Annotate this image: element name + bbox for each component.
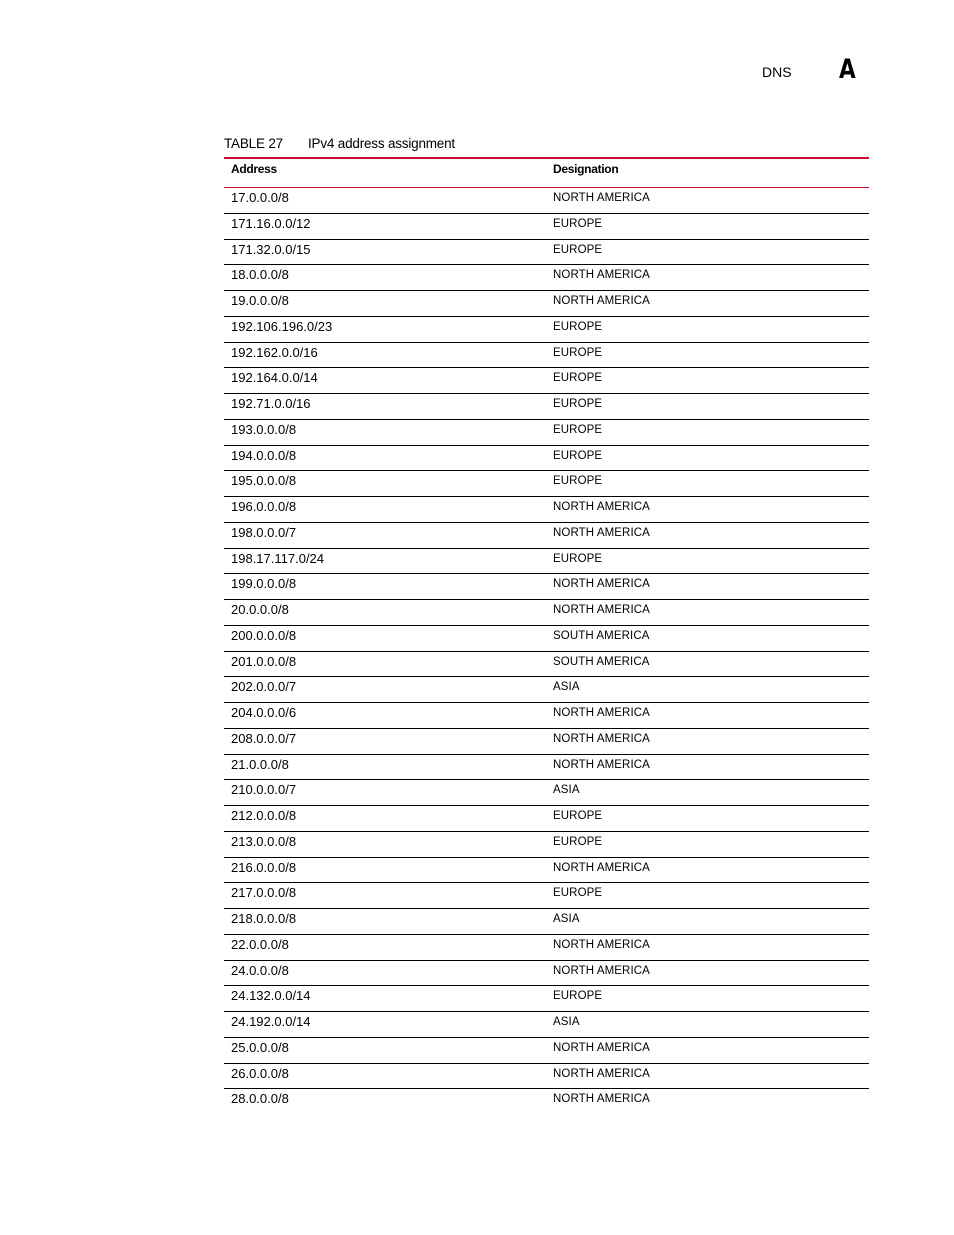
designation-cell: EUROPE: [553, 398, 603, 410]
designation-cell: EUROPE: [553, 449, 603, 462]
column-header-address: Address: [231, 162, 277, 176]
address-cell: 24.132.0.0/14: [231, 988, 311, 1004]
address-cell: 26.0.0.0/8: [231, 1065, 289, 1081]
table-row: [224, 497, 869, 523]
designation-cell: NORTH AMERICA: [553, 1041, 650, 1054]
table-row: [224, 858, 869, 884]
table-row: [224, 626, 869, 652]
table-row: [224, 1064, 869, 1090]
designation-cell: ASIA: [553, 1016, 580, 1028]
address-cell: 171.16.0.0/12: [231, 215, 311, 231]
table-row: [224, 703, 869, 729]
designation-cell: NORTH AMERICA: [553, 861, 650, 874]
designation-cell: NORTH AMERICA: [553, 964, 650, 977]
address-cell: 200.0.0.0/8: [231, 627, 297, 643]
table-row: [224, 935, 869, 961]
address-cell: 28.0.0.0/8: [231, 1091, 289, 1107]
table-row: [224, 317, 869, 343]
designation-cell: EUROPE: [553, 243, 603, 256]
address-cell: 199.0.0.0/8: [231, 576, 297, 592]
address-cell: 22.0.0.0/8: [231, 936, 289, 952]
table-row: [224, 883, 869, 909]
running-head-section: DNS: [762, 64, 792, 80]
column-header-designation: Designation: [553, 162, 619, 176]
designation-cell: NORTH AMERICA: [553, 578, 650, 591]
address-cell: 208.0.0.0/7: [231, 730, 297, 746]
designation-cell: NORTH AMERICA: [553, 295, 650, 307]
address-cell: 195.0.0.0/8: [231, 473, 297, 489]
table-row: [224, 214, 869, 240]
address-cell: 217.0.0.0/8: [231, 885, 297, 901]
address-cell: 198.0.0.0/7: [231, 524, 297, 540]
address-cell: 24.192.0.0/14: [231, 1014, 311, 1029]
designation-cell: SOUTH AMERICA: [553, 655, 650, 668]
appendix-letter: A: [839, 54, 856, 85]
address-cell: 196.0.0.0/8: [231, 499, 297, 514]
table-row: [224, 343, 869, 369]
address-cell: 218.0.0.0/8: [231, 911, 297, 926]
designation-cell: EUROPE: [553, 346, 603, 359]
designation-cell: EUROPE: [553, 372, 603, 385]
table-row: [224, 574, 869, 600]
table-title: IPv4 address assignment: [308, 136, 455, 151]
table-row: [224, 1038, 869, 1064]
table-row: [224, 961, 869, 987]
table-body: [224, 188, 869, 1115]
address-cell: 216.0.0.0/8: [231, 859, 297, 875]
designation-cell: ASIA: [553, 913, 580, 925]
address-cell: 204.0.0.0/6: [231, 705, 297, 720]
address-cell: 201.0.0.0/8: [231, 653, 297, 669]
table-row: [224, 291, 869, 317]
table-row: [224, 832, 869, 858]
table-row: [224, 240, 869, 266]
table-row: [224, 652, 869, 678]
address-cell: 25.0.0.0/8: [231, 1039, 289, 1055]
address-cell: 171.32.0.0/15: [231, 241, 311, 257]
table-row: [224, 549, 869, 575]
address-cell: 18.0.0.0/8: [231, 267, 289, 283]
table-row: [224, 523, 869, 549]
table-row: [224, 420, 869, 446]
address-table: [224, 135, 869, 1115]
table-row: [224, 600, 869, 626]
designation-cell: EUROPE: [553, 475, 603, 488]
address-cell: 194.0.0.0/8: [231, 447, 297, 463]
designation-cell: EUROPE: [553, 990, 603, 1003]
designation-cell: EUROPE: [553, 423, 603, 436]
table-row: [224, 729, 869, 755]
table-row: [224, 471, 869, 497]
designation-cell: SOUTH AMERICA: [553, 629, 650, 642]
designation-cell: EUROPE: [553, 810, 603, 822]
designation-cell: NORTH AMERICA: [553, 1093, 650, 1106]
table-row: [224, 188, 869, 214]
address-cell: 192.106.196.0/23: [231, 318, 333, 334]
address-cell: 202.0.0.0/7: [231, 679, 297, 695]
designation-cell: NORTH AMERICA: [553, 707, 650, 719]
address-cell: 21.0.0.0/8: [231, 756, 289, 772]
designation-cell: NORTH AMERICA: [553, 758, 650, 771]
table-row: [224, 755, 869, 781]
address-cell: 24.0.0.0/8: [231, 962, 289, 978]
table-row: [224, 1089, 869, 1115]
address-cell: 213.0.0.0/8: [231, 833, 297, 849]
designation-cell: ASIA: [553, 681, 580, 694]
designation-cell: NORTH AMERICA: [553, 1067, 650, 1080]
designation-cell: EUROPE: [553, 835, 603, 848]
designation-cell: EUROPE: [553, 320, 603, 333]
table-row: [224, 1012, 869, 1038]
designation-cell: NORTH AMERICA: [553, 526, 650, 539]
table-row: [224, 986, 869, 1012]
table-number: TABLE 27: [224, 136, 283, 151]
address-cell: 210.0.0.0/7: [231, 782, 297, 798]
address-cell: 19.0.0.0/8: [231, 293, 289, 308]
table-row: [224, 368, 869, 394]
address-cell: 193.0.0.0/8: [231, 421, 297, 437]
designation-cell: NORTH AMERICA: [553, 269, 650, 282]
address-cell: 192.162.0.0/16: [231, 344, 318, 360]
table-row: [224, 394, 869, 420]
address-cell: 20.0.0.0/8: [231, 602, 289, 617]
designation-cell: EUROPE: [553, 217, 603, 230]
table-row: [224, 446, 869, 472]
table-row: [224, 677, 869, 703]
table-row: [224, 780, 869, 806]
table-row: [224, 909, 869, 935]
designation-cell: NORTH AMERICA: [553, 192, 650, 204]
address-cell: 212.0.0.0/8: [231, 808, 297, 823]
designation-cell: EUROPE: [553, 887, 603, 900]
designation-cell: NORTH AMERICA: [553, 938, 650, 951]
table-row: [224, 806, 869, 832]
designation-cell: NORTH AMERICA: [553, 732, 650, 745]
table-row: [224, 265, 869, 291]
table-caption: [224, 135, 869, 159]
address-cell: 17.0.0.0/8: [231, 190, 289, 205]
designation-cell: EUROPE: [553, 552, 603, 565]
address-cell: 192.71.0.0/16: [231, 396, 311, 411]
address-cell: 192.164.0.0/14: [231, 370, 318, 386]
address-cell: 198.17.117.0/24: [231, 550, 325, 566]
designation-cell: NORTH AMERICA: [553, 501, 650, 513]
designation-cell: ASIA: [553, 784, 580, 797]
designation-cell: NORTH AMERICA: [553, 604, 650, 616]
table-header-row: [224, 159, 869, 188]
